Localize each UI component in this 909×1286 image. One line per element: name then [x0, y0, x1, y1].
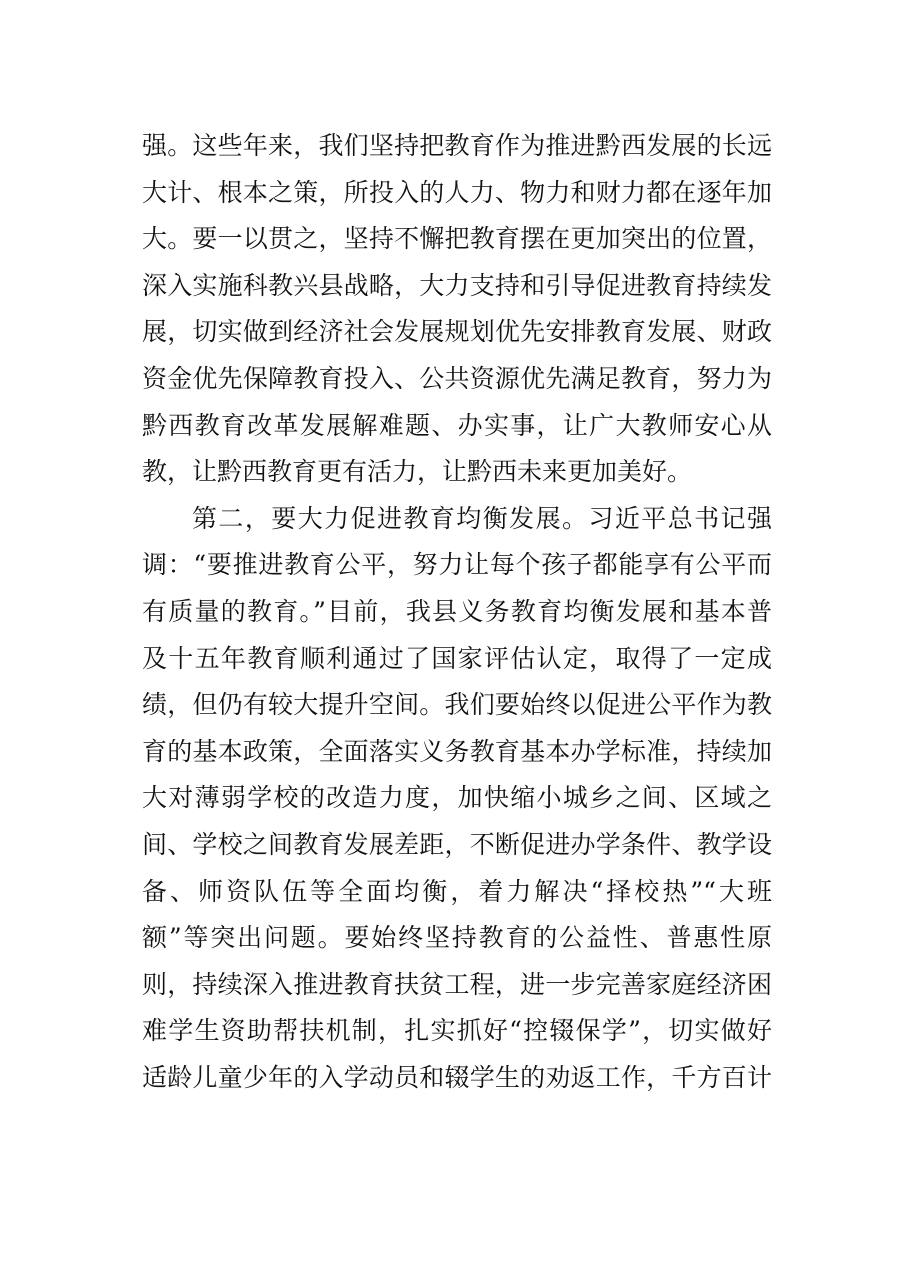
- text-line: 有质量的教育。”目前，我县义务教育均衡发展和基本普: [142, 596, 772, 626]
- text-line: 大计、根本之策，所投入的人力、物力和财力都在逐年加: [142, 177, 772, 207]
- text-line: 绩，但仍有较大提升空间。我们要始终以促进公平作为教: [142, 690, 772, 720]
- text-line: 难学生资助帮扶机制，扎实抓好“控辍保学”，切实做好: [142, 1016, 772, 1046]
- text-line: 大。要一以贯之，坚持不懈把教育摆在更加突出的位置，: [142, 224, 772, 254]
- text-line: 教，让黔西教育更有活力，让黔西未来更加美好。: [142, 457, 693, 487]
- text-line: 展，切实做到经济社会发展规划优先安排教育发展、财政: [142, 317, 772, 347]
- text-line: 大对薄弱学校的改造力度，加快缩小城乡之间、区域之: [142, 783, 772, 813]
- text-line: 第二，要大力促进教育均衡发展。习近平总书记强: [192, 503, 772, 533]
- text-line: 及十五年教育顺利通过了国家评估认定，取得了一定成: [142, 643, 772, 673]
- text-line: 间、学校之间教育发展差距，不断促进办学条件、教学设: [142, 829, 772, 859]
- text-line: 备、师资队伍等全面均衡，着力解决“择校热”“大班: [142, 876, 772, 906]
- text-line: 额”等突出问题。要始终坚持教育的公益性、普惠性原: [142, 923, 772, 953]
- text-line: 则，持续深入推进教育扶贫工程，进一步完善家庭经济困: [142, 969, 772, 999]
- text-line: 黔西教育改革发展解难题、办实事，让广大教师安心从: [142, 410, 772, 440]
- text-line: 深入实施科教兴县战略，大力支持和引导促进教育持续发: [142, 270, 772, 300]
- text-line: 强。这些年来，我们坚持把教育作为推进黔西发展的长远: [142, 131, 772, 160]
- text-line: 育的基本政策，全面落实义务教育基本办学标准，持续加: [142, 736, 772, 766]
- text-line: 资金优先保障教育投入、公共资源优先满足教育，努力为: [142, 363, 772, 393]
- body-text: [142, 123, 772, 1101]
- text-line: 适龄儿童少年的入学动员和辍学生的劝返工作，千方百计: [142, 1062, 772, 1092]
- text-line: 调：“要推进教育公平，努力让每个孩子都能享有公平而: [142, 550, 772, 580]
